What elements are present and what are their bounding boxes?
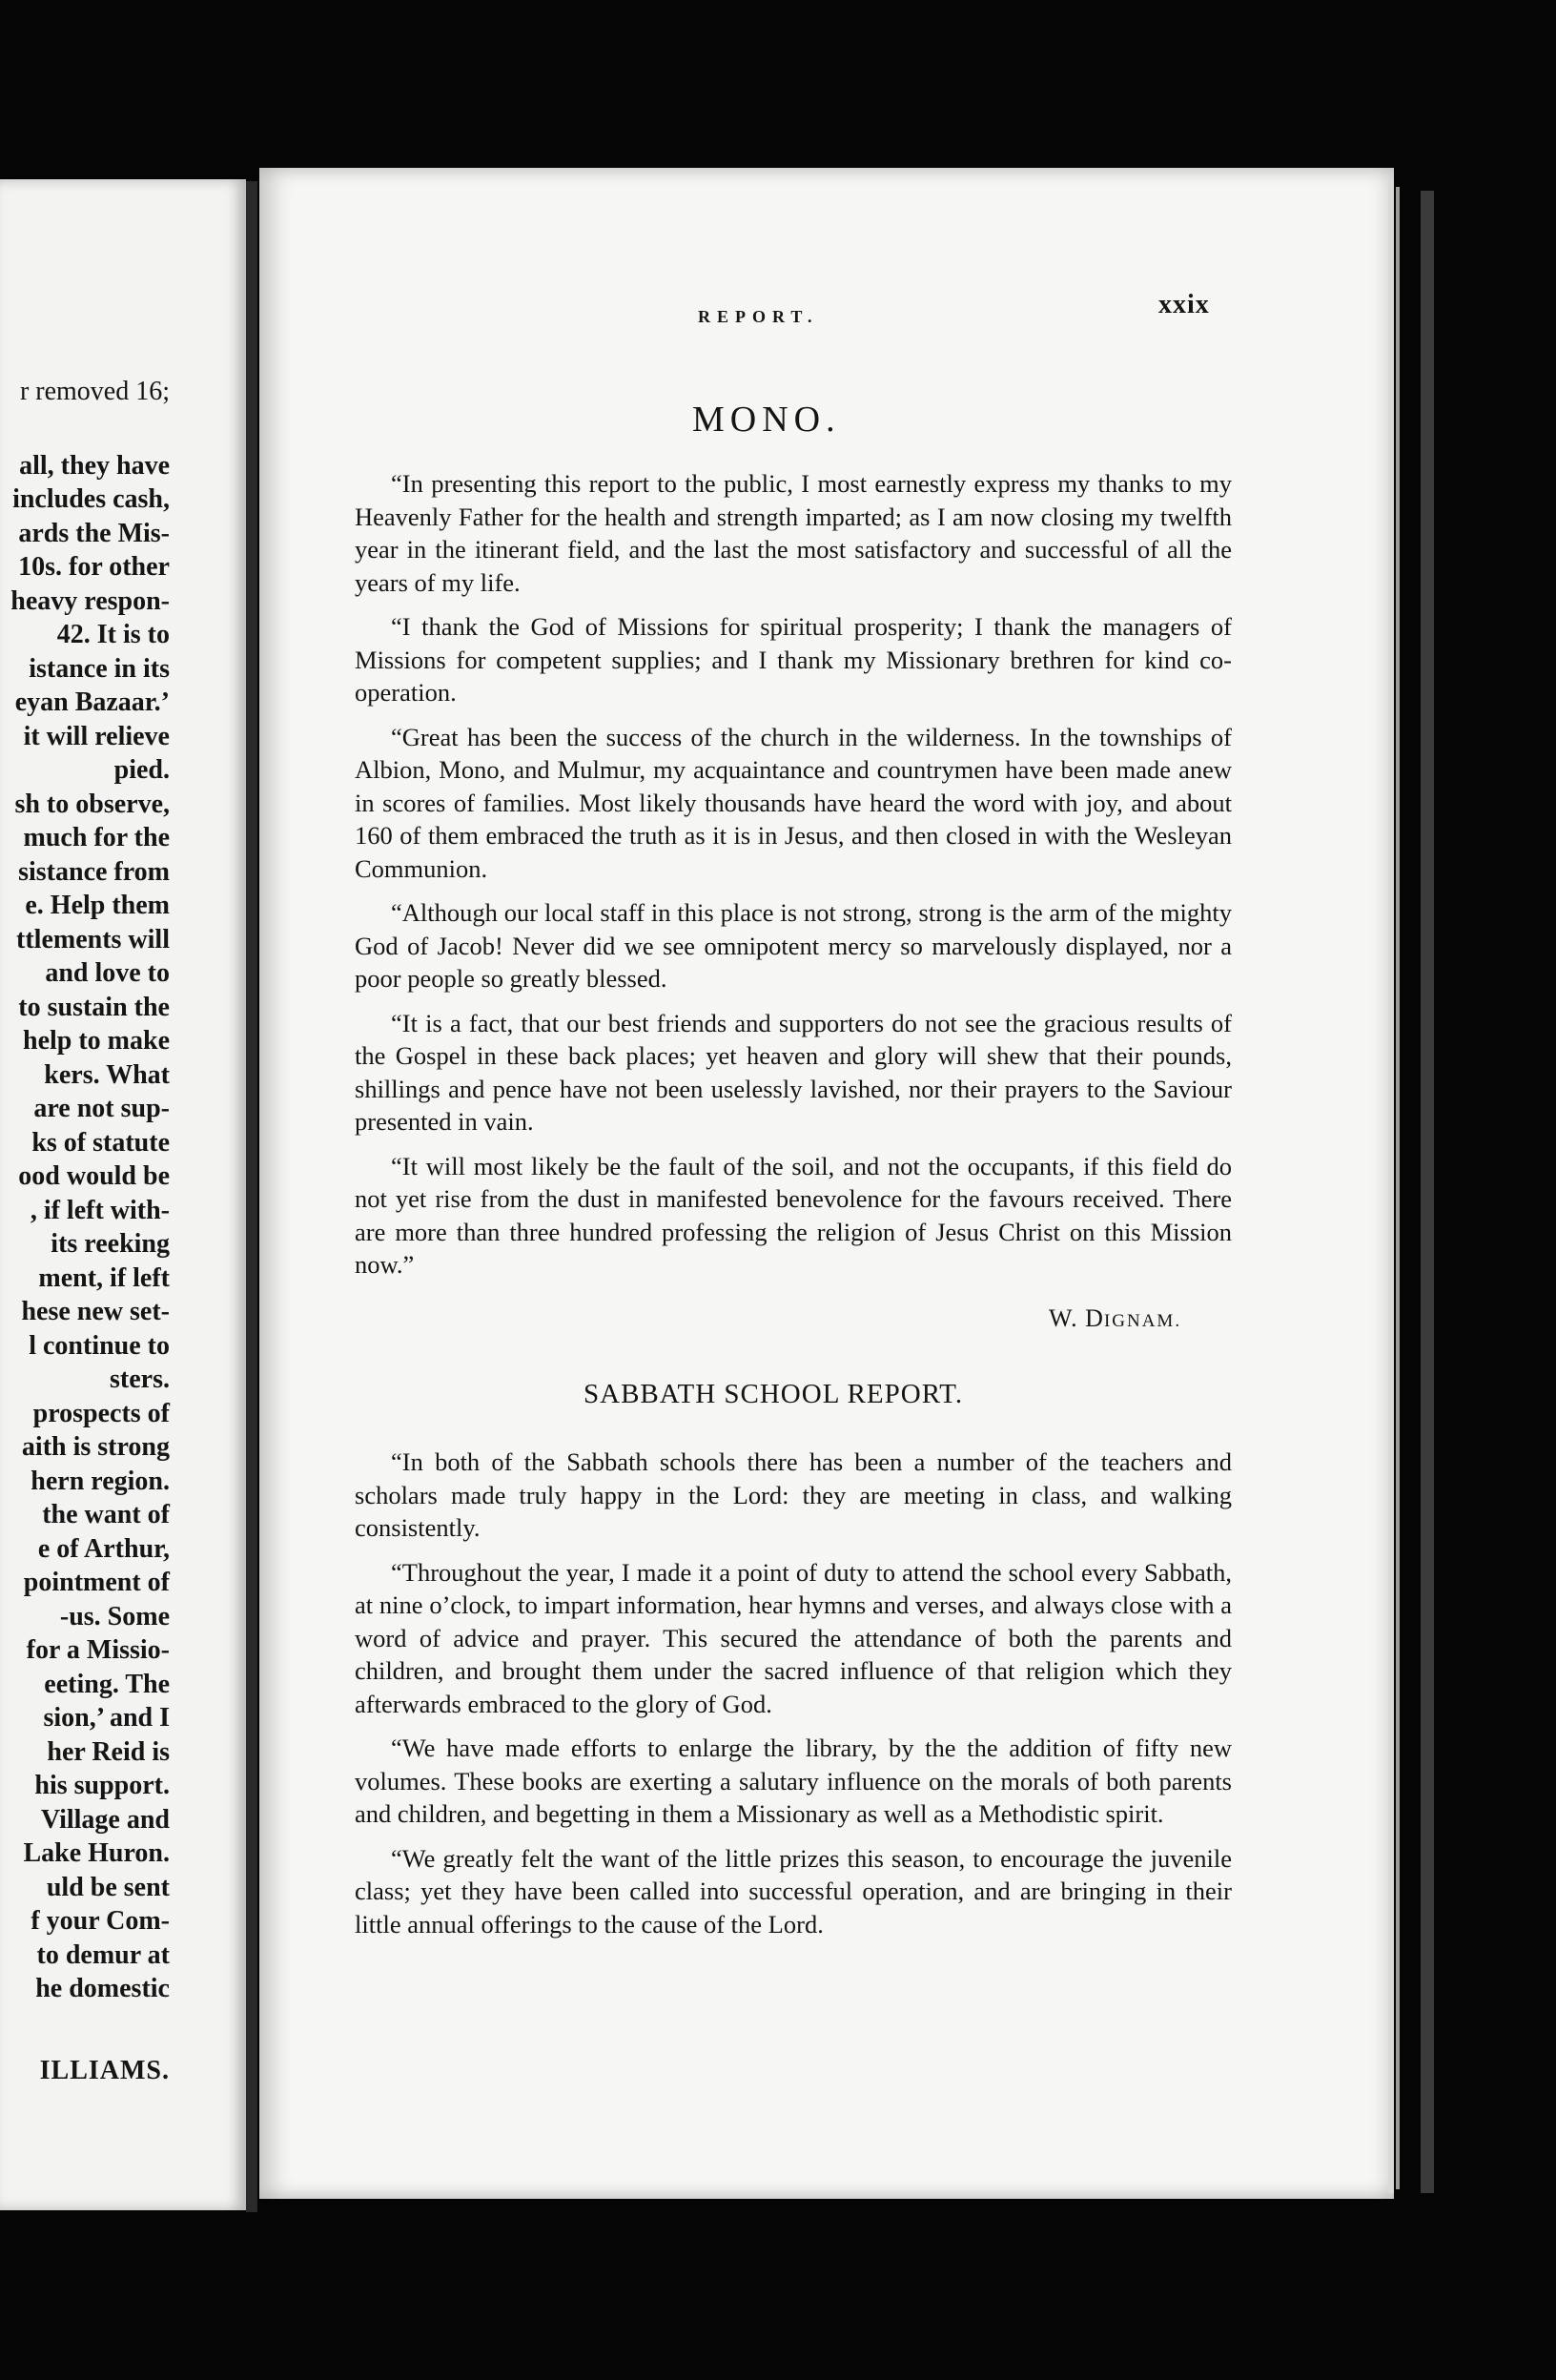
section-title-mono: MONO. (692, 400, 841, 440)
left-line: much for the (23, 823, 170, 852)
mono-paragraph: “I thank the God of Missions for spiritual prosperity; I thank the managers of Missions for competent supplies; and I thank my Missionary brethren for kind co-operation. (355, 612, 1232, 707)
left-line: he domestic (35, 1974, 170, 2003)
left-line: e. Help them (25, 891, 170, 920)
left-line: hese new set- (21, 1297, 170, 1326)
left-line: 42. It is to (56, 620, 170, 649)
left-line: f your Com- (31, 1906, 170, 1936)
left-line: ards the Mis- (18, 518, 170, 548)
left-line: includes cash, (12, 484, 170, 514)
page-number: xxix (1158, 290, 1210, 319)
left-line: sion,’ and I (43, 1703, 170, 1733)
book-gutter (246, 181, 257, 2212)
sabbath-paragraph: “We greatly felt the want of the little prizes this season, to encourage the juvenile class; yet they have been called into successful operation, and are bringing in their little annual offerings to the cause of the Lord. (355, 1843, 1232, 1939)
sabbath-report-body (355, 1446, 1232, 1952)
left-line: -us. Some (59, 1601, 170, 1631)
left-line: sh to observe, (14, 789, 170, 819)
book-cover-edge (1421, 191, 1434, 2193)
left-line: and love to (45, 958, 170, 988)
page-edge (1388, 181, 1394, 2193)
left-line: r removed 16; (19, 377, 170, 406)
left-line: sters. (110, 1364, 170, 1394)
sabbath-paragraph: “We have made efforts to enlarge the library, by the the addition of fifty new volumes. These books are exerting a salutary influence on the morals of both parents and children, and begetting in them a Missionary as well as a Methodistic spirit. (355, 1734, 1232, 1828)
section-title-sabbath-school: SABBATH SCHOOL REPORT. (584, 1379, 964, 1409)
mono-paragraph: “In presenting this report to the public, I most earnestly express my thanks to my Heavenly Father for the health and strength imparted; as I am now closing my twelfth year in the itinerant field, and the last the most satisfactory and successful of all the years of my life. (355, 469, 1232, 597)
sabbath-paragraph: “Throughout the year, I made it a point of duty to attend the school every Sabbath, at nine o’clock, to impart information, hear hymns and verses, and always close with a word of advice and prayer. This secured the attendance of both the parents and children, and brought them under the sacred influence of that religion which they afterwards embraced to the glory of God. (355, 1557, 1232, 1718)
left-line: pointment of (23, 1568, 170, 1597)
left-line: e of Arthur, (37, 1533, 170, 1564)
mono-paragraph: “Great has been the success of the church in the wilderness. In the townships of Albion, Mono, and Mulmur, my acquaintance and countrymen have been made anew in scores of families. Most likely thousands have heard the word with joy, and about 160 of them embraced the truth as it is in Jesus, and then closed in with the Wesleyan Communion. (355, 722, 1232, 883)
left-line: sistance from (18, 856, 170, 887)
left-line: it will relieve (23, 721, 170, 751)
left-line: are not sup- (33, 1094, 170, 1123)
signature-w-dignam (1049, 1304, 1181, 1333)
mono-paragraph: “Although our local staff in this place is not strong, strong is the arm of the mighty God of Jacob! Never did we see omnipotent mercy so marvelously displayed, nor a poor people so greatly blessed. (355, 898, 1232, 993)
left-line: ks of statute (31, 1127, 170, 1158)
left-page-signature: ILLIAMS. (39, 2055, 170, 2085)
left-line: the want of (42, 1500, 170, 1529)
left-line: istance in its (29, 653, 170, 684)
left-page-text (0, 375, 170, 2087)
left-line: ttlements will (16, 924, 170, 954)
left-line: ment, if left (38, 1262, 170, 1293)
left-line: eeting. The (44, 1669, 170, 1699)
left-line: her Reid is (47, 1736, 170, 1767)
left-line: uld be sent (46, 1872, 170, 1902)
left-line: Village and (40, 1804, 170, 1835)
left-line: for a Missio- (26, 1635, 170, 1665)
left-line: ood would be (18, 1161, 170, 1191)
left-line: eyan Bazaar.’ (14, 687, 170, 717)
left-line: to demur at (36, 1939, 170, 1970)
mono-paragraph: “It is a fact, that our best friends and supporters do not see the gracious results of the Gospel in these back places; yet heaven and glory will shew that their pounds, shillings and pence have not been uselessly lavished, nor their prayers to the Saviour presented in vain. (355, 1008, 1232, 1136)
left-line: heavy respon- (10, 585, 170, 616)
page-edge (1396, 187, 1400, 2189)
signature-surname: IGNAM. (1103, 1311, 1182, 1331)
mono-report-body (355, 467, 1232, 1293)
left-line: all, they have (19, 450, 170, 481)
left-line: kers. What (44, 1059, 170, 1090)
left-line: hern region. (31, 1466, 170, 1496)
left-line: help to make (23, 1026, 170, 1056)
left-line: his support. (34, 1771, 170, 1800)
left-line: to sustain the (18, 992, 170, 1022)
left-facing-page (0, 179, 246, 2210)
left-line: aith is strong (21, 1432, 170, 1462)
sabbath-paragraph: “In both of the Sabbath schools there has been a number of the teachers and scholars made truly happy in the Lord: they are meeting in class, and walking consistently. (355, 1447, 1232, 1542)
mono-paragraph: “It will most likely be the fault of the soil, and not the occupants, if this field do not yet rise from the dust in manifested benevolence for the favours received. There are more than three hundred professing the religion of Jesus Christ on this Mission now.” (355, 1151, 1232, 1279)
left-line: Lake Huron. (23, 1838, 170, 1868)
signature-initial: W. D (1049, 1304, 1104, 1332)
left-line: its reeking (51, 1229, 170, 1259)
left-line: prospects of (32, 1398, 170, 1428)
left-line: , if left with- (30, 1195, 170, 1225)
left-line: 10s. for other (18, 552, 170, 582)
running-head: REPORT. (698, 307, 819, 326)
left-line: pied. (113, 755, 170, 785)
left-line: l continue to (29, 1330, 170, 1361)
